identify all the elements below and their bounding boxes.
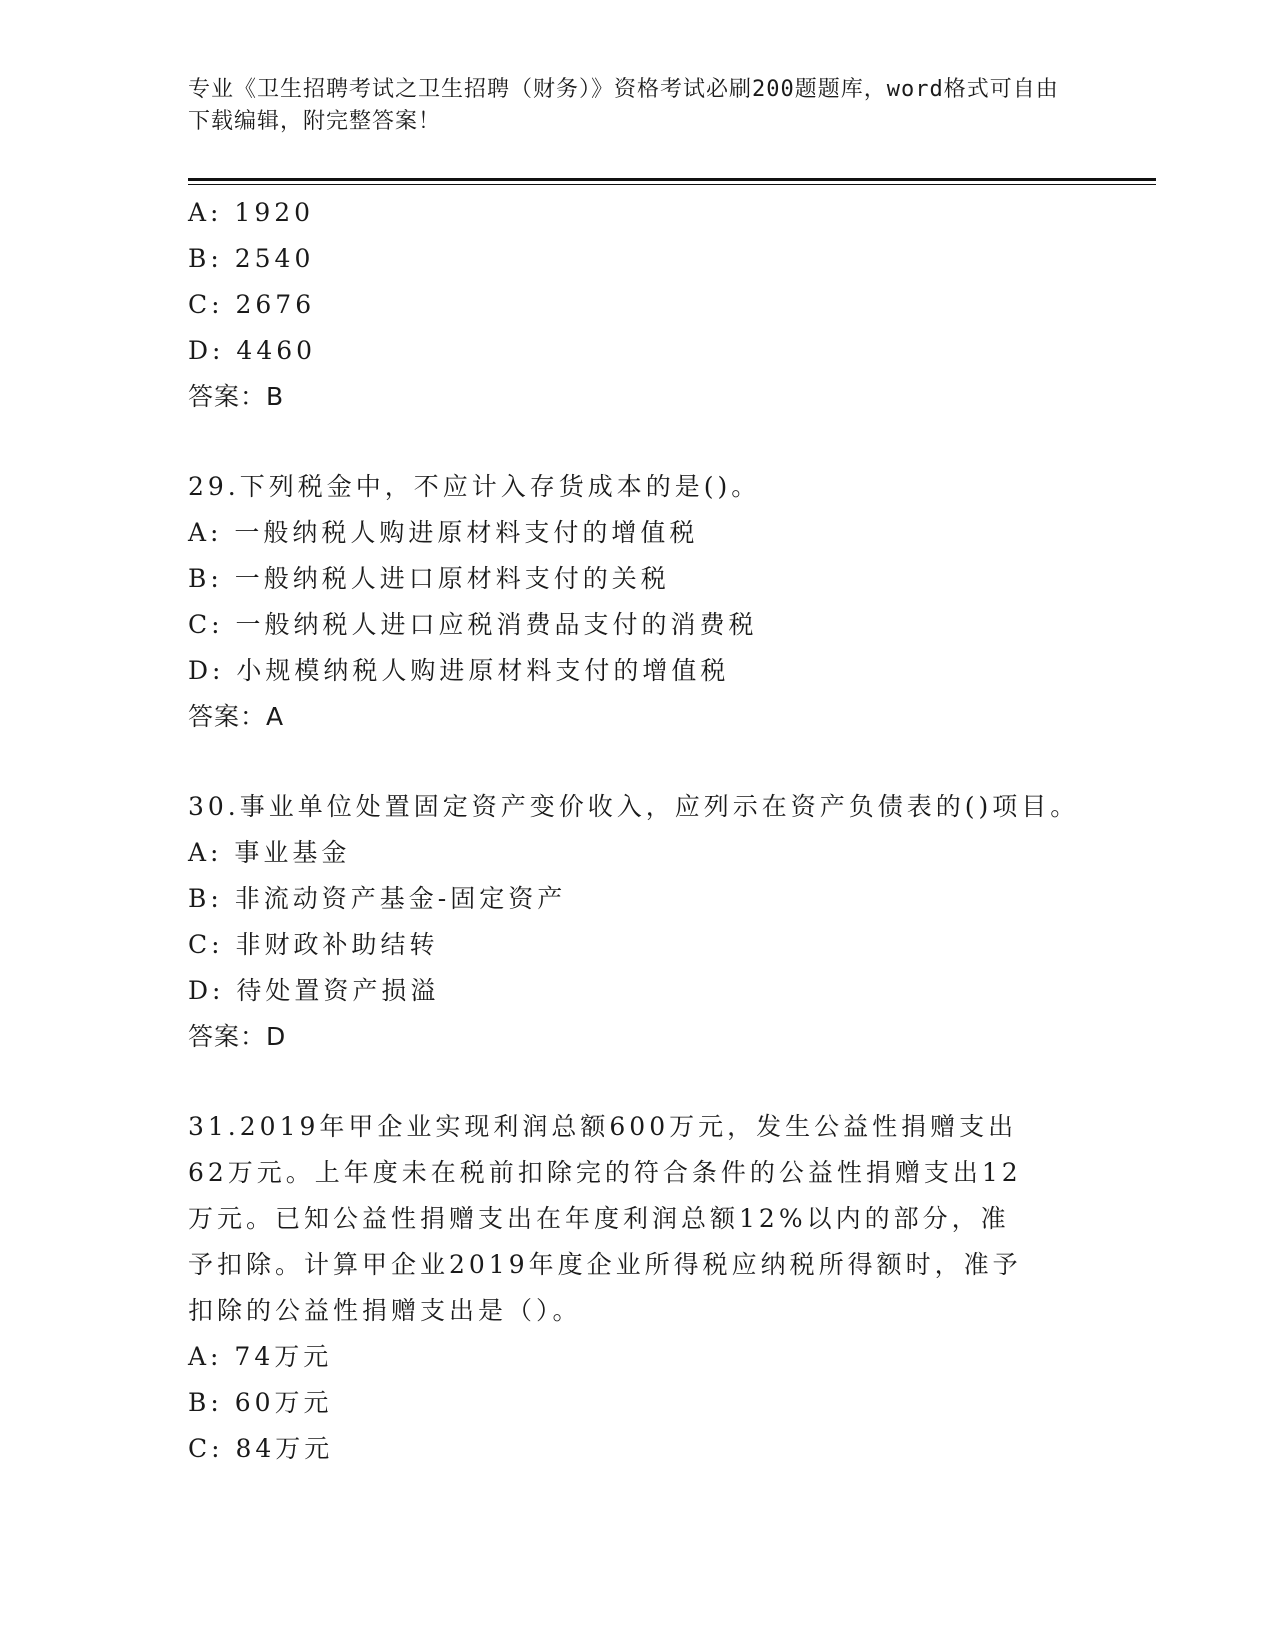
option-a: A: 1920 <box>188 198 315 227</box>
answer: 答案：A <box>188 702 285 731</box>
option-c: C: 一般纳税人进口应税消费品支付的消费税 <box>188 610 758 639</box>
option-b: B: 60万元 <box>188 1388 333 1417</box>
option-a: A: 74万元 <box>188 1342 333 1371</box>
question-stem: 29.下列税金中，不应计入存货成本的是()。 <box>188 472 761 501</box>
option-d: D: 4460 <box>188 336 317 365</box>
answer: 答案：D <box>188 1022 287 1051</box>
option-b: B: 2540 <box>188 244 315 273</box>
question-stem: 31.2019年甲企业实现利润总额600万元，发生公益性捐赠支出62万元。上年度未在税前扣除完的符合条件的公益性捐赠支出12万元。已知公益性捐赠支出在年度利润总额12%以内的部分，准予扣除。计算甲企业2019年度企业所得税应纳税所得额时，准予扣除的公益性捐赠支出是（）。 <box>188 1112 1022 1325</box>
header-divider <box>188 178 1156 181</box>
option-a: A: 事业基金 <box>188 838 351 867</box>
option-b: B: 非流动资产基金-固定资产 <box>188 884 567 913</box>
option-c: C: 84万元 <box>188 1434 334 1463</box>
answer: 答案：B <box>188 382 285 411</box>
option-d: D: 待处置资产损溢 <box>188 976 440 1005</box>
option-a: A: 一般纳税人购进原材料支付的增值税 <box>188 518 699 547</box>
header-divider-thin <box>188 184 1156 185</box>
option-c: C: 非财政补助结转 <box>188 930 439 959</box>
question-31 <box>188 1104 1088 1472</box>
question-stem: 30.事业单位处置固定资产变价收入，应列示在资产负债表的()项目。 <box>188 792 1080 821</box>
question-28-fragment <box>188 190 1088 420</box>
question-29 <box>188 464 1088 740</box>
question-30 <box>188 784 1088 1060</box>
document-header: 专业《卫生招聘考试之卫生招聘（财务）》资格考试必刷200题题库，word格式可自由下载编辑，附完整答案！ <box>188 77 1059 134</box>
option-b: B: 一般纳税人进口原材料支付的关税 <box>188 564 670 593</box>
question-content <box>188 190 1088 1472</box>
option-c: C: 2676 <box>188 290 316 319</box>
option-d: D: 小规模纳税人购进原材料支付的增值税 <box>188 656 730 685</box>
